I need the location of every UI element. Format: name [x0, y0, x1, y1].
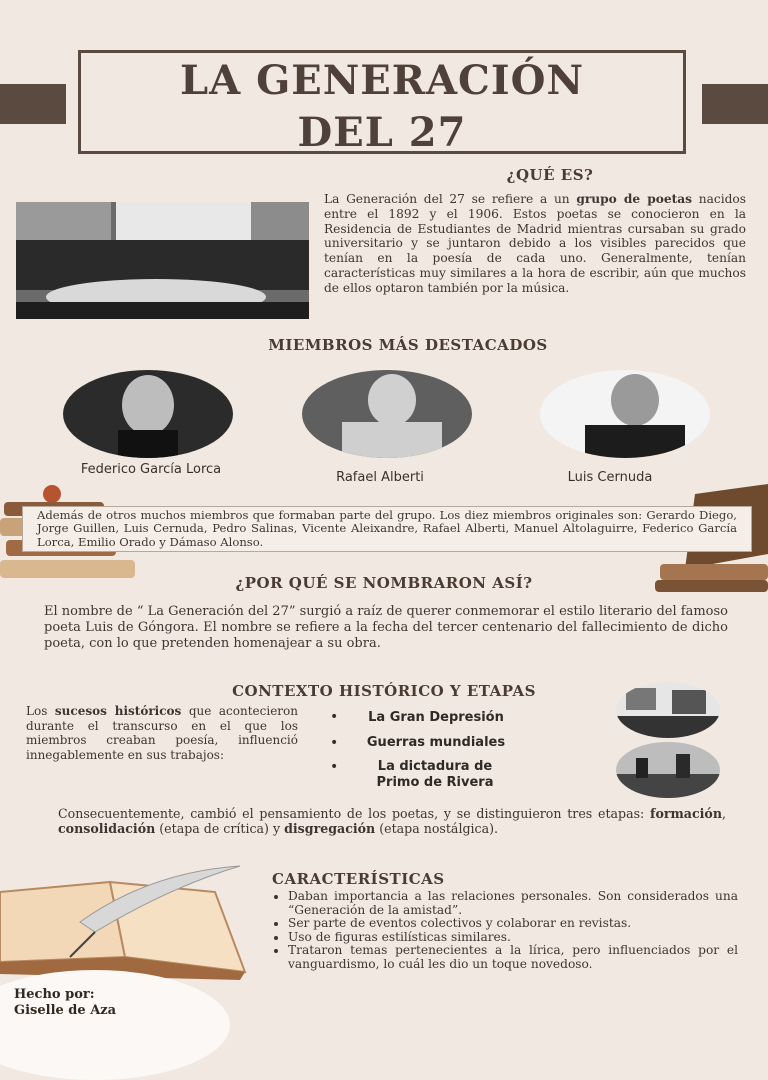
title-line-2: DEL 27	[297, 109, 467, 156]
caracteristicas-heading: CARACTERÍSTICAS	[272, 870, 445, 888]
group-photo	[16, 202, 309, 319]
list-item: • Uso de figuras estilísticas similares.	[288, 931, 738, 945]
bullet-dot-1: •	[330, 709, 339, 725]
que-es-bold: grupo de poetas	[576, 192, 693, 206]
member-name-3: Luis Cernuda	[567, 470, 653, 485]
title-bar-right	[702, 84, 768, 124]
que-es-text: La Generación del 27 se refiere a un grupo de poetas nacidos entre el 1892 y el 1906. Estos poetas se conocieron en la Residencia de Estudiantes de Madrid mientras cursaban su grado universitario y se juntaron debido a los visibles parecidos que tenían en la poesía de cada uno. Generalmente, tenían características muy similares a la hora de escribir, aún que muchos de ellos optaron también por la música.	[324, 192, 747, 295]
miembros-note: Además de otros muchos miembros que formaban parte del grupo. Los diez miembros originales son: Gerardo Diego, Jorge Guillen, Luis Cernuda, Pedro Salinas, Vicente Aleixandre, Rafael Alberti, Manuel Altolaguirre, Federico García Lorca, Emilio Orado y Dámaso Alonso.	[22, 506, 752, 552]
bullet-dot-2: •	[330, 735, 339, 751]
photo-depression	[616, 682, 720, 738]
author-label: Hecho por:	[14, 987, 95, 1002]
portrait-alberti	[302, 370, 472, 458]
portrait-cernuda	[540, 370, 710, 458]
list-item: • Trataron temas pertenecientes a la lírica, pero influenciados por el vanguardismo, lo cuál les dio un toque novedoso.	[288, 944, 738, 971]
nombre-heading: ¿POR QUÉ SE NOMBRARON ASÍ?	[235, 574, 533, 592]
title-bar-left	[0, 84, 66, 124]
context-bullet-3: La dictadura de Primo de Rivera	[376, 759, 494, 790]
author-name: Giselle de Aza	[14, 1003, 117, 1018]
contexto-heading: CONTEXTO HISTÓRICO Y ETAPAS	[232, 682, 536, 700]
member-name-1: Federico García Lorca	[80, 462, 222, 477]
bullet-dot-3: •	[330, 759, 339, 775]
photo-war	[616, 742, 720, 798]
title-line-1: LA GENERACIÓN	[179, 57, 584, 104]
page-title	[78, 50, 686, 154]
open-book-quill-icon	[0, 862, 250, 982]
caracteristicas-list	[272, 890, 738, 972]
context-bullet-1: La Gran Depresión	[368, 710, 504, 725]
nombre-text: El nombre de “ La Generación del 27” surgió a raíz de querer conmemorar el estilo literario del famoso poeta Luis de Góngora. El nombre se refiere a la fecha del tercer centenario del fallecimiento de dicho poeta, con lo que pretenden homenajear a su obra.	[44, 604, 728, 651]
context-bullet-2: Guerras mundiales	[366, 735, 506, 750]
que-es-heading: ¿QUÉ ES?	[506, 166, 594, 184]
member-name-2: Rafael Alberti	[336, 470, 424, 485]
etapas-text: Consecuentemente, cambió el pensamiento de los poetas, y se distinguieron tres etapas: formación, consolidación (etapa de crítica) y disgregación (etapa nostálgica).	[58, 806, 726, 837]
list-item: • Ser parte de eventos colectivos y colaborar en revistas.	[288, 917, 738, 931]
list-item: • Daban importancia a las relaciones personales. Son considerados una “Generación de la amistad”.	[288, 890, 738, 917]
contexto-intro: Los sucesos históricos que acontecieron durante el transcurso en el que los miembros creaban poesía, influenció innegablemente en sus trabajos:	[26, 704, 298, 762]
portrait-lorca	[63, 370, 233, 458]
miembros-heading: MIEMBROS MÁS DESTACADOS	[268, 336, 548, 354]
